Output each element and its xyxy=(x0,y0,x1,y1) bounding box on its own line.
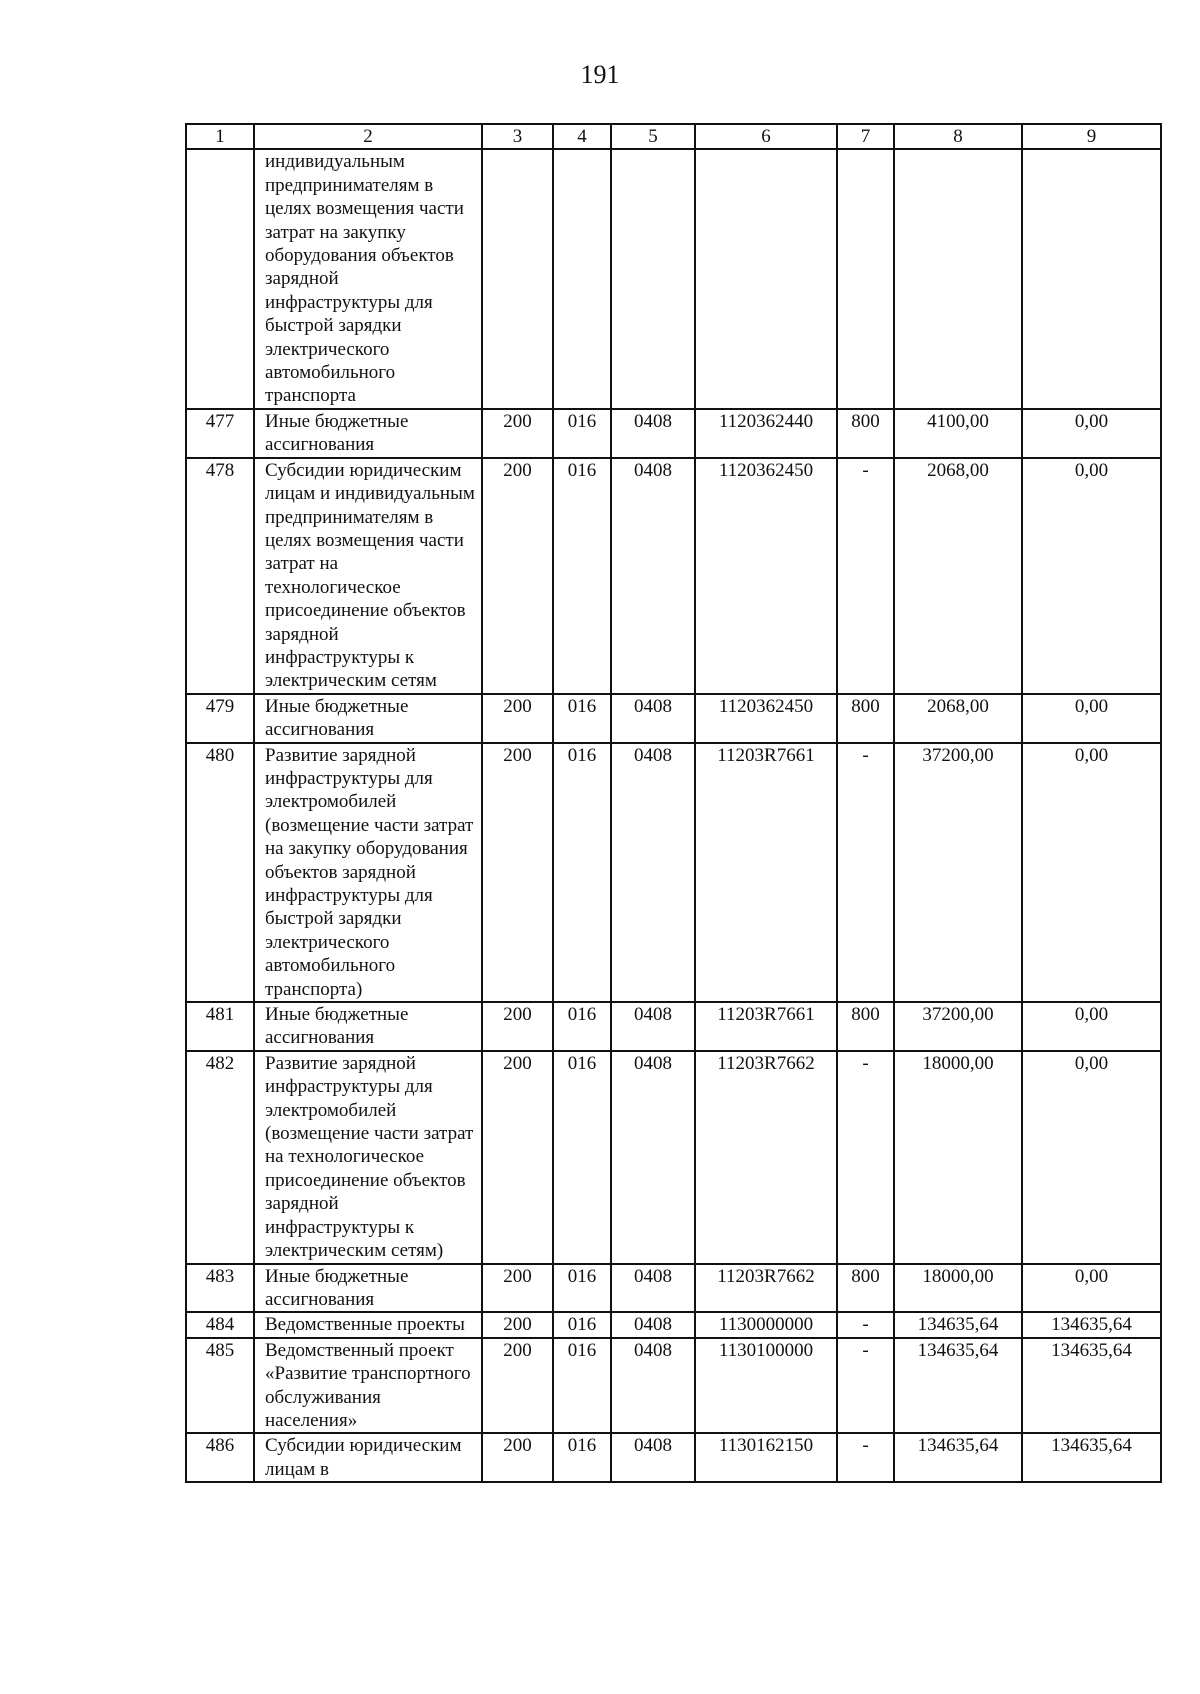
column-header: 8 xyxy=(894,124,1022,149)
table-row xyxy=(186,1338,1161,1434)
cell-col3: 200 xyxy=(482,743,553,1002)
cell-col6: 1120362440 xyxy=(695,409,837,458)
row-number: 483 xyxy=(186,1264,254,1313)
row-name: Ведомственный проект «Развитие транспортного обслуживания населения» xyxy=(254,1338,482,1434)
cell-col4: 016 xyxy=(553,694,611,743)
cell-col7: - xyxy=(837,1051,894,1264)
cell-col7: - xyxy=(837,1312,894,1337)
column-header: 1 xyxy=(186,124,254,149)
cell-col9: 0,00 xyxy=(1022,1264,1161,1313)
cell-col7: 800 xyxy=(837,409,894,458)
row-number: 478 xyxy=(186,458,254,694)
cell-col7: - xyxy=(837,1433,894,1482)
cell-col6: 11203R7662 xyxy=(695,1051,837,1264)
cell-col7: 800 xyxy=(837,694,894,743)
cell-col8: 18000,00 xyxy=(894,1051,1022,1264)
row-number: 479 xyxy=(186,694,254,743)
column-header: 7 xyxy=(837,124,894,149)
cell-col3: 200 xyxy=(482,1264,553,1313)
table-row xyxy=(186,1264,1161,1313)
cell-col5: 0408 xyxy=(611,1312,695,1337)
table-row xyxy=(186,743,1161,1002)
column-header: 9 xyxy=(1022,124,1161,149)
row-name: Иные бюджетные ассигнования xyxy=(254,1002,482,1051)
column-header: 3 xyxy=(482,124,553,149)
cell-col9: 134635,64 xyxy=(1022,1433,1161,1482)
row-name: Иные бюджетные ассигнования xyxy=(254,694,482,743)
cell-col9: 0,00 xyxy=(1022,458,1161,694)
row-number: 477 xyxy=(186,409,254,458)
cell-col8: 134635,64 xyxy=(894,1338,1022,1434)
cell-col9: 0,00 xyxy=(1022,1002,1161,1051)
cell-col3: 200 xyxy=(482,1002,553,1051)
cell-col5: 0408 xyxy=(611,458,695,694)
row-name: индивидуальным предпринимателям в целях возмещения части затрат на закупку оборудования объектов зарядной инфраструктуры для быстрой зарядки электрического автомобильного транспорта xyxy=(254,149,482,408)
table-header-row xyxy=(186,124,1161,149)
cell-col5: 0408 xyxy=(611,694,695,743)
table-row xyxy=(186,1051,1161,1264)
table-row xyxy=(186,458,1161,694)
cell-col5: 0408 xyxy=(611,743,695,1002)
cell-col7: - xyxy=(837,458,894,694)
cell-col8: 134635,64 xyxy=(894,1433,1022,1482)
cell-col3: 200 xyxy=(482,694,553,743)
cell-col6: 11203R7662 xyxy=(695,1264,837,1313)
row-name: Субсидии юридическим лицам в xyxy=(254,1433,482,1482)
cell-col5: 0408 xyxy=(611,1002,695,1051)
cell-col3: 200 xyxy=(482,1338,553,1434)
row-number: 486 xyxy=(186,1433,254,1482)
cell-col8: 2068,00 xyxy=(894,694,1022,743)
budget-table xyxy=(185,123,1162,1483)
cell-col7: 800 xyxy=(837,1002,894,1051)
cell-col5: 0408 xyxy=(611,1264,695,1313)
cell-col4: 016 xyxy=(553,1338,611,1434)
table-body xyxy=(186,409,1161,1482)
cell-col8: 4100,00 xyxy=(894,409,1022,458)
cell-col6: 1130100000 xyxy=(695,1338,837,1434)
cell-col9: 134635,64 xyxy=(1022,1312,1161,1337)
cell-col5: 0408 xyxy=(611,409,695,458)
column-header: 5 xyxy=(611,124,695,149)
row-name: Развитие зарядной инфраструктуры для электромобилей (возмещение части затрат на закупку оборудования объектов зарядной инфраструктуры для быстрой зарядки электрического автомобильного транспорта) xyxy=(254,743,482,1002)
column-header: 6 xyxy=(695,124,837,149)
cell-col9: 0,00 xyxy=(1022,743,1161,1002)
cell-col8: 18000,00 xyxy=(894,1264,1022,1313)
cell-col4: 016 xyxy=(553,458,611,694)
cell-col6: 11203R7661 xyxy=(695,743,837,1002)
row-name: Субсидии юридическим лицам и индивидуальным предпринимателям в целях возмещения части затрат на технологическое присоединение объектов зарядной инфраструктуры к электрическим сетям xyxy=(254,458,482,694)
cell-col4: 016 xyxy=(553,743,611,1002)
cell-col9: 134635,64 xyxy=(1022,1338,1161,1434)
cell-col4: 016 xyxy=(553,1051,611,1264)
cell-col4: 016 xyxy=(553,409,611,458)
cell-col8: 37200,00 xyxy=(894,743,1022,1002)
cell-col3: 200 xyxy=(482,1433,553,1482)
table-row xyxy=(186,409,1161,458)
cell-col3: 200 xyxy=(482,409,553,458)
cell-col6: 11203R7661 xyxy=(695,1002,837,1051)
cell-col6: 1120362450 xyxy=(695,694,837,743)
cell-col4: 016 xyxy=(553,1002,611,1051)
cell-col9: 0,00 xyxy=(1022,409,1161,458)
cell-col7: - xyxy=(837,1338,894,1434)
cell-col9: 0,00 xyxy=(1022,1051,1161,1264)
table-row xyxy=(186,1433,1161,1482)
column-header: 2 xyxy=(254,124,482,149)
column-header: 4 xyxy=(553,124,611,149)
row-name: Иные бюджетные ассигнования xyxy=(254,409,482,458)
cell-col5: 0408 xyxy=(611,1051,695,1264)
cell-col5: 0408 xyxy=(611,1338,695,1434)
row-number: 480 xyxy=(186,743,254,1002)
row-number: 485 xyxy=(186,1338,254,1434)
cell-col7: - xyxy=(837,743,894,1002)
cell-col6: 1120362450 xyxy=(695,458,837,694)
cell-col8: 134635,64 xyxy=(894,1312,1022,1337)
row-number: 481 xyxy=(186,1002,254,1051)
cell-col3: 200 xyxy=(482,1051,553,1264)
cell-col8: 2068,00 xyxy=(894,458,1022,694)
table-row-continuation xyxy=(186,149,1161,408)
cell-col4: 016 xyxy=(553,1312,611,1337)
cell-col5: 0408 xyxy=(611,1433,695,1482)
cell-col6: 1130162150 xyxy=(695,1433,837,1482)
cell-col6: 1130000000 xyxy=(695,1312,837,1337)
cell-col3: 200 xyxy=(482,1312,553,1337)
cell-col9: 0,00 xyxy=(1022,694,1161,743)
row-number: 484 xyxy=(186,1312,254,1337)
table-row xyxy=(186,1002,1161,1051)
cell-col3: 200 xyxy=(482,458,553,694)
row-name: Иные бюджетные ассигнования xyxy=(254,1264,482,1313)
cell-col8: 37200,00 xyxy=(894,1002,1022,1051)
cell-col4: 016 xyxy=(553,1433,611,1482)
row-number: 482 xyxy=(186,1051,254,1264)
cell-col7: 800 xyxy=(837,1264,894,1313)
cell-col4: 016 xyxy=(553,1264,611,1313)
row-name: Ведомственные проекты xyxy=(254,1312,482,1337)
table-row xyxy=(186,1312,1161,1337)
row-name: Развитие зарядной инфраструктуры для электромобилей (возмещение части затрат на технологическое присоединение объектов зарядной инфраструктуры к электрическим сетям) xyxy=(254,1051,482,1264)
table-row xyxy=(186,694,1161,743)
page-number: 191 xyxy=(580,60,620,89)
